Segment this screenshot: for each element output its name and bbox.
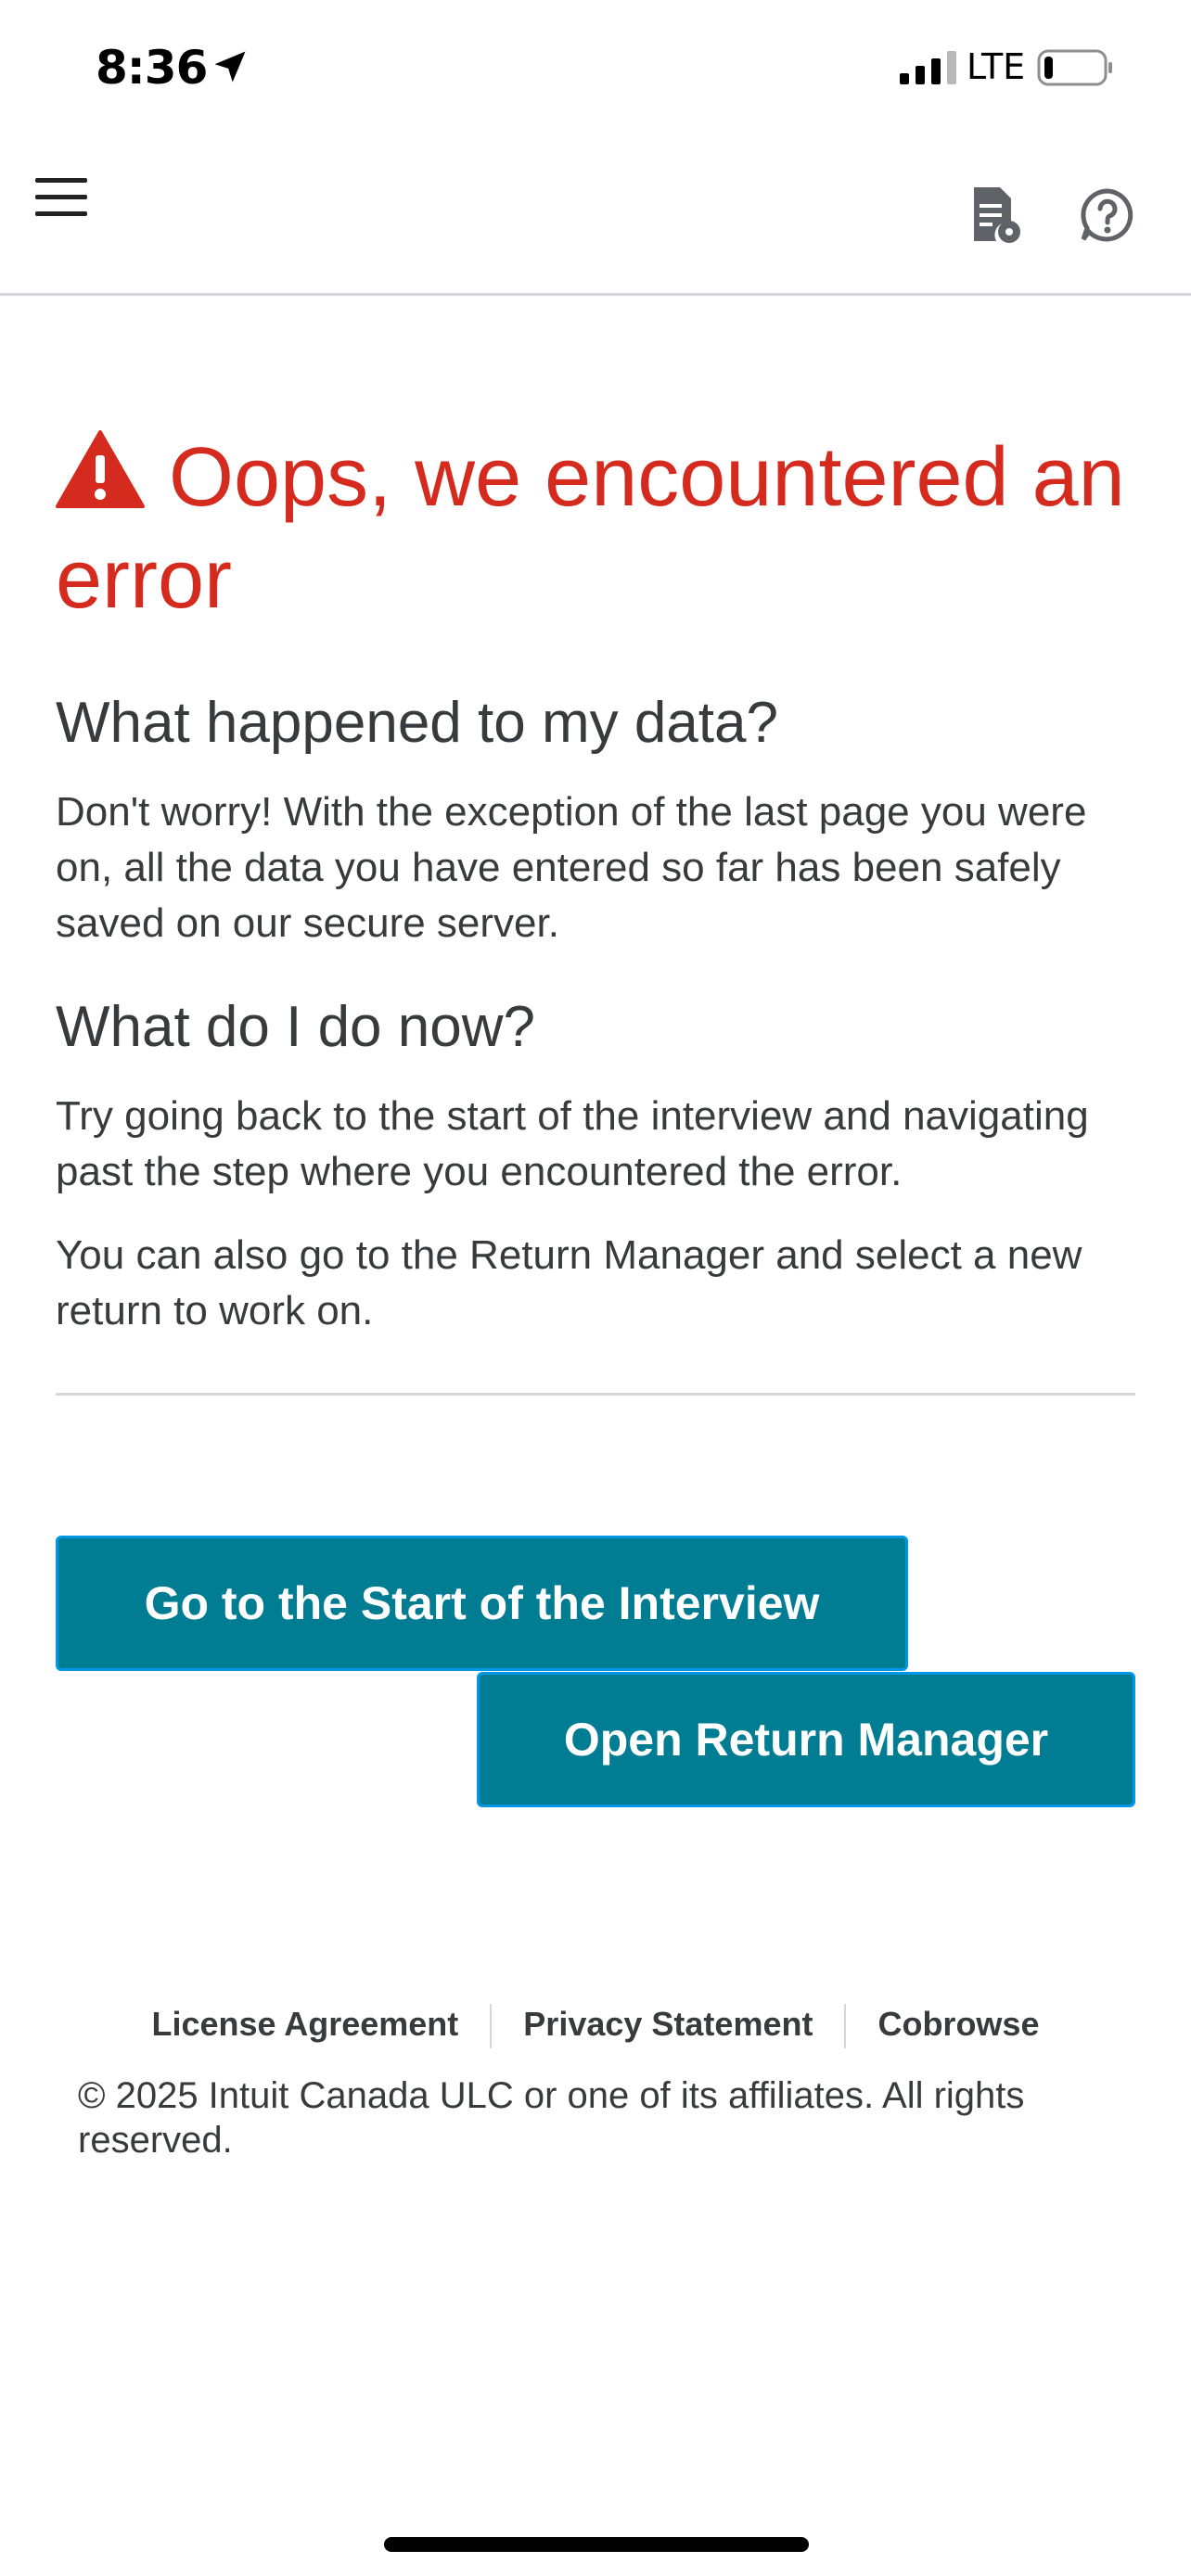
return-manager-paragraph: You can also go to the Return Manager and select a new return to work on. [56,1232,1082,1333]
location-arrow-icon [210,46,250,87]
app-header [0,137,1191,296]
next-steps-paragraph: Try going back to the start of the interview and navigating past the step where you encountered the error. [56,1093,1089,1194]
go-to-start-button[interactable]: Go to the Start of the Interview [56,1536,908,1671]
network-type-label: LTE [967,46,1026,87]
battery-icon [1037,48,1115,87]
data-section-paragraph: Don't worry! With the exception of the last page you were on, all the data you have entered so far has been safely saved on our secure server. [56,789,1087,946]
home-indicator[interactable] [384,2537,809,2552]
error-title [56,427,1135,631]
hamburger-menu-icon[interactable] [33,169,91,226]
next-steps-heading: What do I do now? [56,995,535,1059]
cobrowse-link[interactable]: Cobrowse [877,2005,1040,2043]
open-return-manager-button[interactable]: Open Return Manager [477,1672,1135,1807]
copyright-text: © 2025 Intuit Canada ULC or one of its affiliates. All rights reserved. [78,2075,1025,2161]
warning-triangle-icon [56,429,145,509]
license-agreement-link[interactable]: License Agreement [151,2005,459,2043]
error-title-text: Oops, we encountered an error [56,431,1125,626]
content-divider [56,1393,1135,1396]
status-bar [0,0,1191,137]
status-time: 8:36 [96,41,208,95]
signal-strength-icon [900,51,957,84]
document-settings-icon[interactable] [968,185,1024,245]
data-section-heading: What happened to my data? [56,691,778,755]
footer-links [0,1994,1191,2055]
help-question-icon[interactable] [1080,187,1135,243]
error-content [56,427,1135,1396]
privacy-statement-link[interactable]: Privacy Statement [523,2005,813,2043]
